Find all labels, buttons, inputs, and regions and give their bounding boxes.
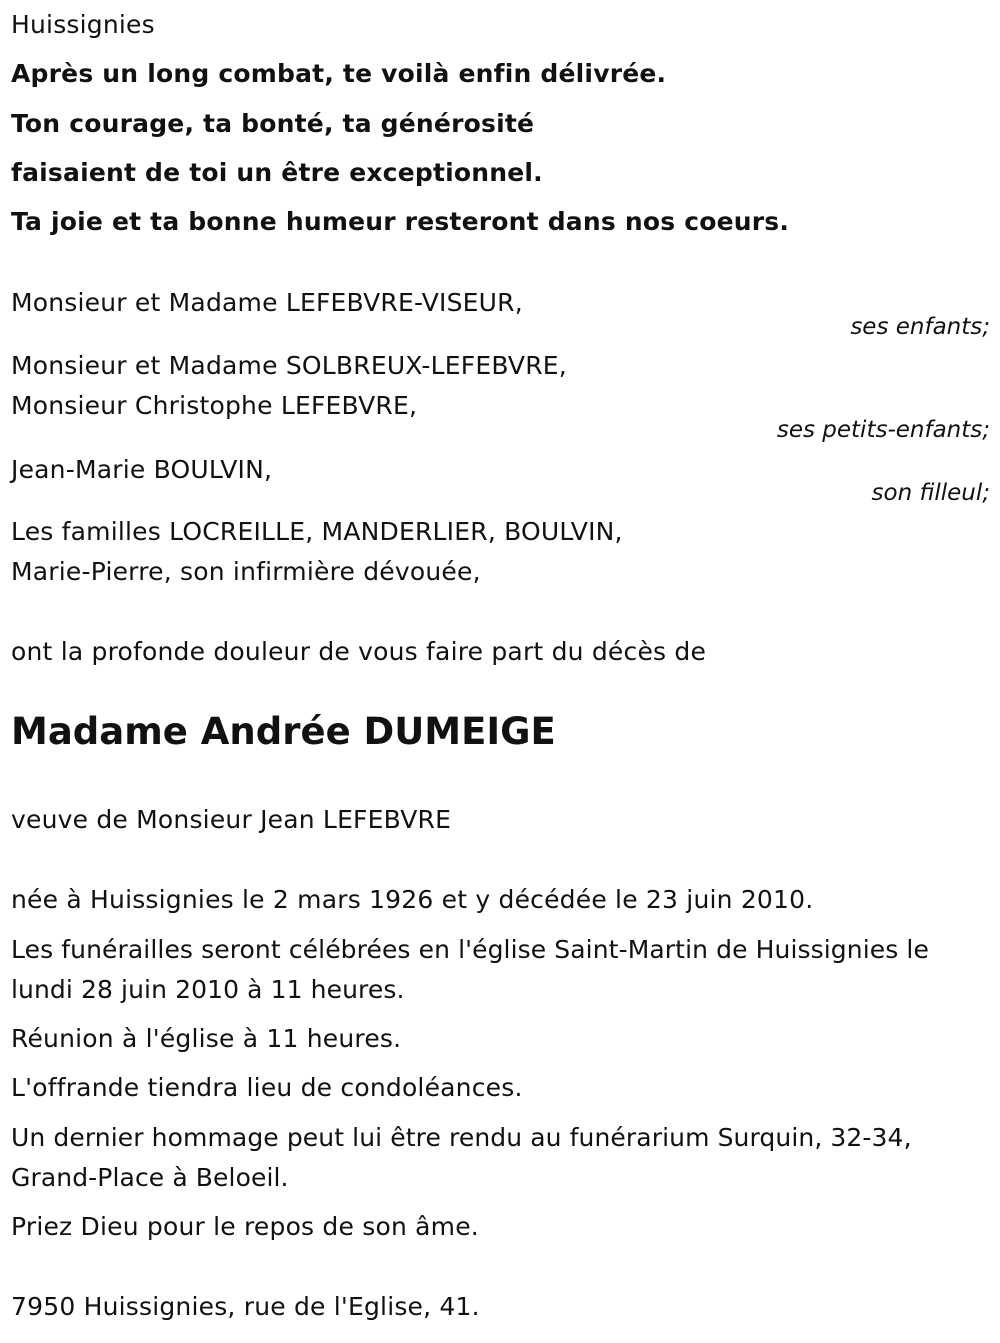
family-others-line: Les familles LOCREILLE, MANDERLIER, BOULVIN, — [11, 517, 623, 546]
detail-prayer: Priez Dieu pour le repos de son âme. — [11, 1212, 479, 1241]
family-grandchildren-name: Monsieur Christophe LEFEBVRE, — [11, 391, 418, 420]
poem-line: Après un long combat, te voilà enfin délivrée. — [11, 59, 667, 88]
deceased-name: Madame Andrée DUMEIGE — [11, 710, 556, 753]
detail-tribute: Un dernier hommage peut lui être rendu au funérarium Surquin, 32-34, Grand-Place à Beloeil. — [11, 1123, 912, 1192]
poem-line: Ton courage, ta bonté, ta générosité — [11, 109, 535, 138]
family-grandchildren-name: Monsieur et Madame SOLBREUX-LEFEBVRE, — [11, 351, 567, 380]
poem-line: faisaient de toi un être exceptionnel. — [11, 158, 543, 187]
family-others-line: Marie-Pierre, son infirmière dévouée, — [11, 557, 481, 586]
family-children-role: ses enfants; — [850, 314, 990, 340]
family-children-name: Monsieur et Madame LEFEBVRE-VISEUR, — [11, 288, 523, 317]
detail-funeral: Les funérailles seront célébrées en l'église Saint-Martin de Huissignies le lundi 28 juin 2010 à 11 heures. — [11, 935, 929, 1004]
poem-line: Ta joie et ta bonne humeur resteront dans nos coeurs. — [11, 207, 790, 236]
detail-birth-death: née à Huissignies le 2 mars 1926 et y décédée le 23 juin 2010. — [11, 885, 814, 914]
widow-of: veuve de Monsieur Jean LEFEBVRE — [11, 805, 452, 834]
detail-meeting: Réunion à l'église à 11 heures. — [11, 1024, 402, 1053]
family-godson-name: Jean-Marie BOULVIN, — [11, 455, 273, 484]
place-heading: Huissignies — [11, 10, 155, 39]
family-grandchildren-role: ses petits-enfants; — [776, 417, 990, 443]
announcement: ont la profonde douleur de vous faire part du décès de — [11, 637, 707, 666]
detail-offering: L'offrande tiendra lieu de condoléances. — [11, 1073, 523, 1102]
address: 7950 Huissignies, rue de l'Eglise, 41. — [11, 1292, 480, 1321]
family-godson-role: son filleul; — [871, 480, 990, 506]
